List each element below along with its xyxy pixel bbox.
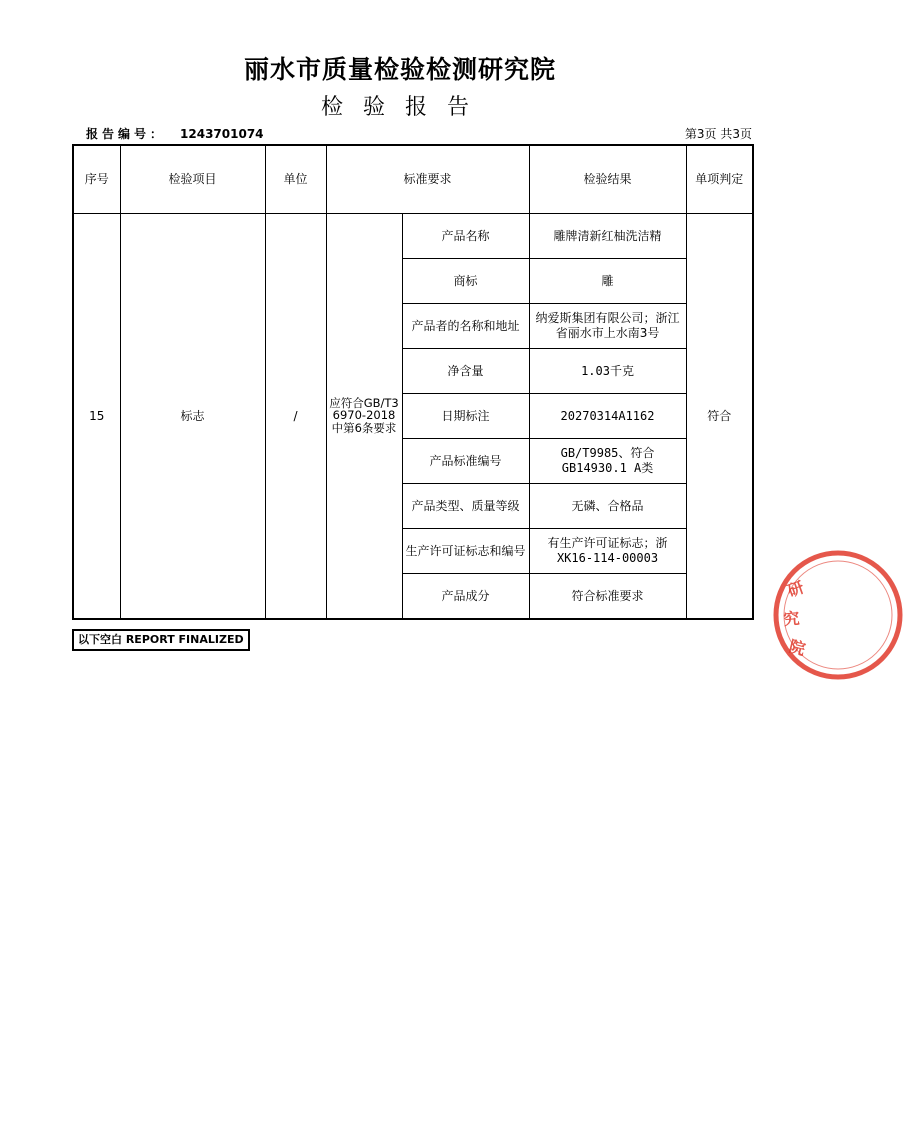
header-seq: 序号 xyxy=(73,145,120,214)
report-number-value: 1243701074 xyxy=(180,127,264,141)
org-name: 丽水市质量检验检测研究院 xyxy=(243,55,556,84)
sub-item-label: 产品名称 xyxy=(402,214,529,259)
table-row xyxy=(73,214,753,259)
sub-item-result: 1.03千克 xyxy=(529,349,686,394)
sub-item-result: 雕 xyxy=(529,259,686,304)
item-requirement xyxy=(326,214,402,620)
official-seal-stamp xyxy=(768,545,908,685)
report-number xyxy=(86,125,264,142)
verdict-bottom xyxy=(686,439,753,620)
report-number-label: 报告编号： xyxy=(86,127,167,141)
sub-item-label: 日期标注 xyxy=(402,394,529,439)
requirement-text: 应符合GB/T36970-2018中第6条要求 xyxy=(329,395,399,435)
verdict-top xyxy=(686,214,753,394)
item-seq: 15 xyxy=(73,214,120,620)
svg-text:研: 研 xyxy=(784,577,807,601)
sub-item-label: 产品者的名称和地址 xyxy=(402,304,529,349)
sub-item-result: 20270314A1162 xyxy=(529,394,686,439)
header-result: 检验结果 xyxy=(529,145,686,214)
report-end-note: 以下空白 REPORT FINALIZED xyxy=(72,629,250,651)
inspection-table xyxy=(72,144,754,620)
sub-item-result: 纳爱斯集团有限公司；浙江省丽水市上水南3号 xyxy=(529,304,686,349)
item-verdict: 符合 xyxy=(686,394,753,439)
doc-title: 检验报告 xyxy=(320,95,489,120)
header-unit: 单位 xyxy=(265,145,326,214)
sub-item-result: GB/T9985、符合GB14930.1 A类 xyxy=(529,439,686,484)
svg-text:院: 院 xyxy=(786,636,808,660)
header-requirement: 标准要求 xyxy=(326,145,529,214)
sub-item-label: 产品成分 xyxy=(402,574,529,620)
page-info: 第3页 共3页 xyxy=(684,127,752,141)
header-item: 检验项目 xyxy=(120,145,265,214)
item-unit: / xyxy=(265,214,326,620)
sub-item-label: 商标 xyxy=(402,259,529,304)
table-header-row xyxy=(73,145,753,214)
sub-item-label: 净含量 xyxy=(402,349,529,394)
sub-item-label: 产品类型、质量等级 xyxy=(402,484,529,529)
sub-item-label: 生产许可证标志和编号 xyxy=(402,529,529,574)
sub-item-label: 产品标准编号 xyxy=(402,439,529,484)
sub-item-result: 无磷、合格品 xyxy=(529,484,686,529)
sub-item-result: 符合标准要求 xyxy=(529,574,686,620)
header-verdict: 单项判定 xyxy=(686,145,753,214)
svg-text:究: 究 xyxy=(782,608,801,629)
sub-item-result: 雕牌清新红柚洗洁精 xyxy=(529,214,686,259)
sub-item-result: 有生产许可证标志；浙XK16-114-00003 xyxy=(529,529,686,574)
item-name: 标志 xyxy=(120,214,265,620)
